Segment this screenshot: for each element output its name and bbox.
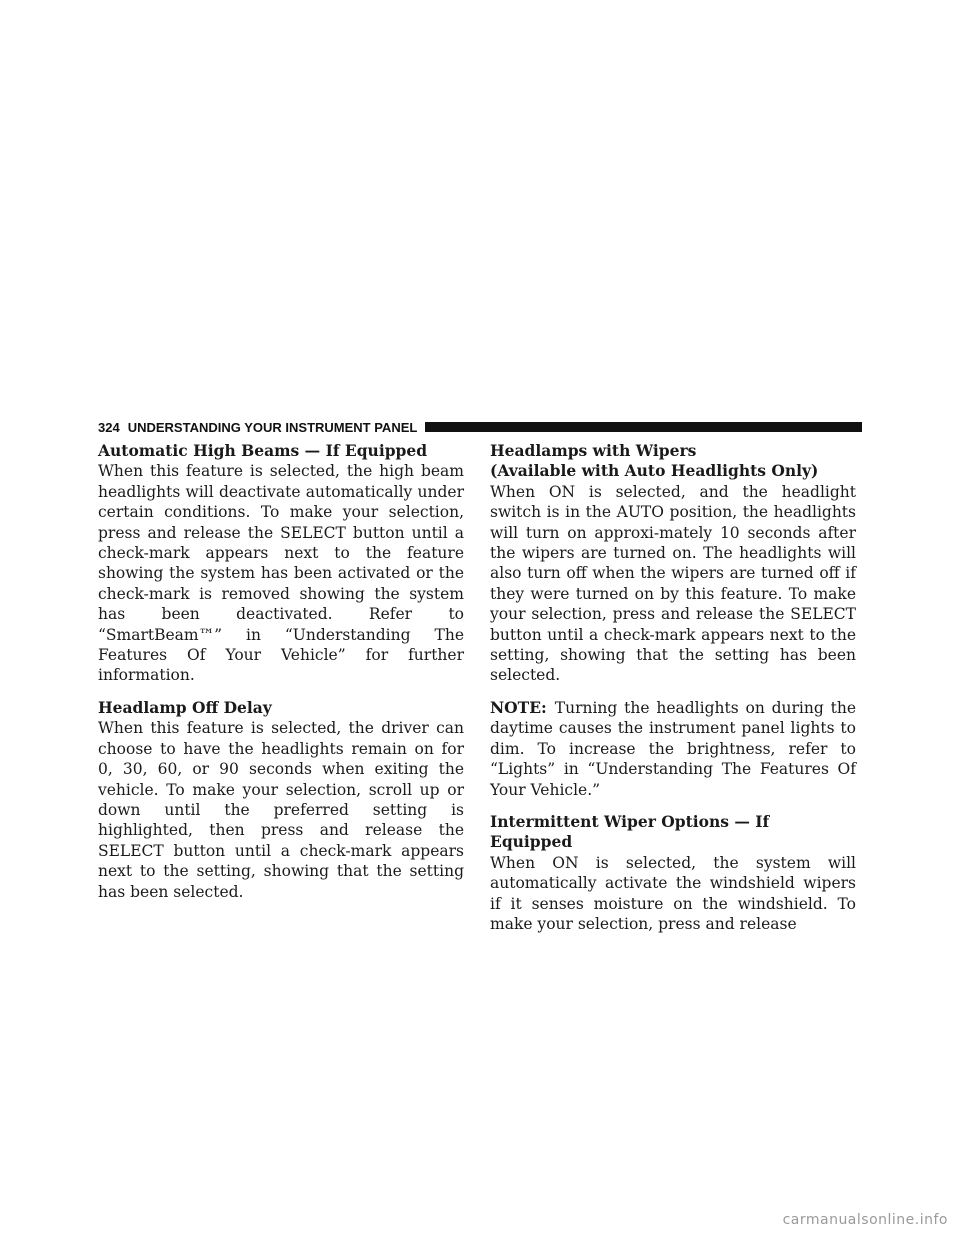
header-rule	[425, 422, 862, 432]
auto-high-beams-heading: Automatic High Beams — If Equipped	[98, 441, 428, 460]
note-label: NOTE:	[490, 697, 547, 717]
intermittent-wiper-heading: Intermittent Wiper Options — If Equipped	[490, 811, 770, 852]
headlamp-off-delay-body: When this feature is selected, the driver can choose to have the headlights remain on for 0, 30, 60, or 90 seconds when exiting the vehicle. To make your selection, scroll up or down until the preferred setting is highlighted, then press and release the SELECT button until a check-mark appears next to the setting, showing that the setting has been selected.	[98, 719, 464, 901]
headlamps-wipers-subheading: (Available with Auto Headlights Only)	[490, 461, 819, 481]
note-paragraph	[490, 698, 856, 800]
page-number: 324	[98, 419, 120, 435]
headlamps-wipers-heading: Headlamps with Wipers	[490, 441, 697, 460]
headlamp-off-delay-heading: Headlamp Off Delay	[98, 697, 272, 717]
section-title: UNDERSTANDING YOUR INSTRUMENT PANEL	[127, 419, 418, 435]
intermittent-wiper-body: When ON is selected, the system will automatically activate the windshield wipers if it senses moisture on the windshield. To make your selection, press and release	[490, 853, 856, 933]
note-text: Turning the headlights on during the daytime causes the instrument panel lights to dim. To increase the brightness, refer to “Lights” in “Understanding The Features Of Your Vehicle.”	[490, 698, 856, 799]
left-column	[98, 441, 464, 902]
right-column	[490, 441, 856, 934]
watermark: carmanualsonline.info	[782, 1212, 948, 1228]
page-header	[98, 418, 862, 436]
auto-high-beams-body: When this feature is selected, the high beam headlights will deactivate automatically under certain conditions. To make your selection, press and release the SELECT button until a check-mark appears next to the feature showing the system has been activated or the check-mark is removed showing the system has been deactivated. Refer to “SmartBeam™” in “Understanding The Features Of Your Vehicle” for further information.	[98, 462, 464, 685]
headlamps-wipers-body: When ON is selected, and the headlight switch is in the AUTO position, the headlights will turn on approxi-mately 10 seconds after the wipers are turned on. The headlights will also turn off when the wipers are turned off if they were turned on by this feature. To make your selection, press and release the SELECT button until a check-mark appears next to the setting, showing that the setting has been selected.	[490, 482, 856, 685]
